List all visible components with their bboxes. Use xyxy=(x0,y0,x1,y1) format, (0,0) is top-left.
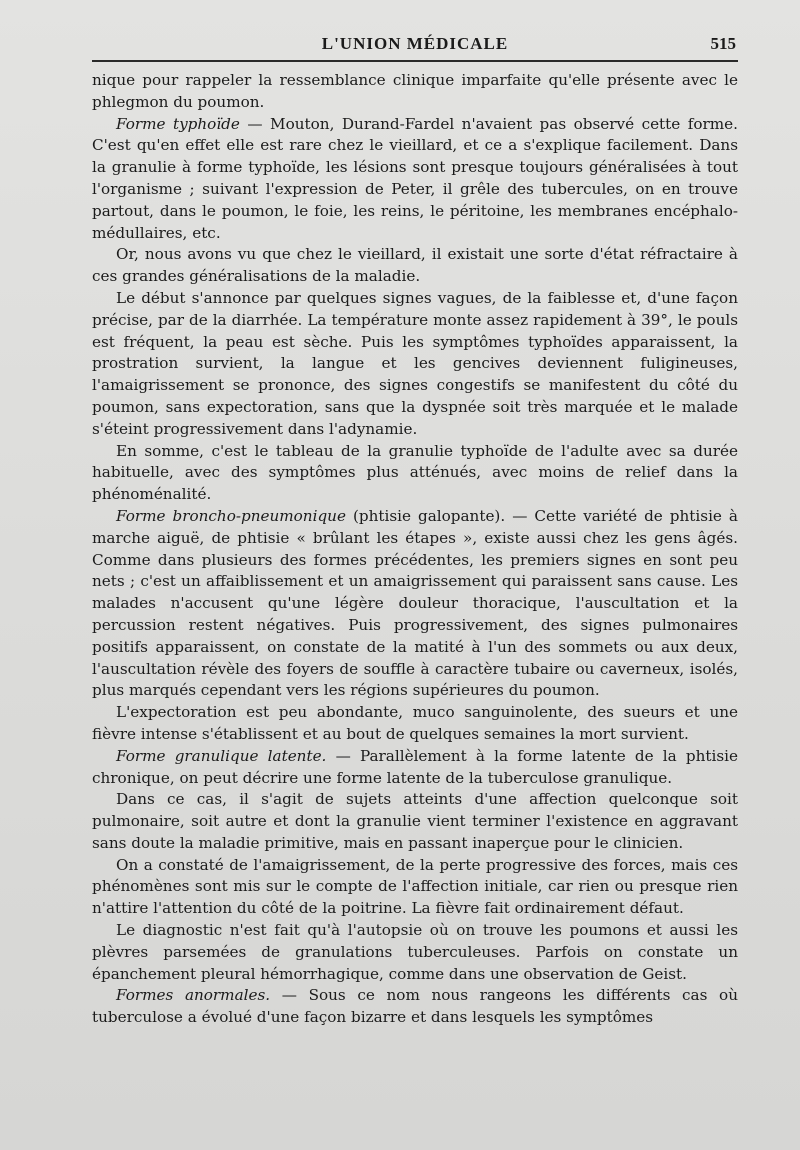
page-header xyxy=(92,30,738,62)
paragraph: Dans ce cas, il s'agit de sujets atteints d'une affection quelconque soit pulmonaire, soit autre et dont la granulie vient terminer l'existence en aggravant sans doute la maladie primitive, mais en passant inaperçue pour le clinicien. xyxy=(92,790,738,852)
paragraph-continuation: nique pour rappeler la ressemblance clinique imparfaite qu'elle présente avec le phlegmon du poumon. xyxy=(92,71,738,111)
page-number: 515 xyxy=(710,34,736,53)
paragraph-forme-broncho-pneumonique: Forme broncho-pneumonique (phtisie galopante). — Cette variété de phtisie à marche aiguë, de phtisie « brûlant les étapes », existe aussi chez les gens âgés. Comme dans plusieurs des formes précédentes, les premiers signes en sont peu nets ; c'est un affaiblissement et un amaigrissement qui paraissent sans cause. Les malades n'accusent qu'une légère douleur thoracique, l'auscultation et la percussion restent négatives. Puis progressivement, des signes pulmonaires positifs apparaissent, on constate de la matité à l'un des sommets ou aux deux, l'auscultation révèle des foyers de souffle à caractère tubaire ou caverneux, isolés, plus marqués cependant vers les régions supérieures du poumon. xyxy=(92,506,738,700)
paragraph: Le début s'annonce par quelques signes vagues, de la faiblesse et, d'une façon précise, par de la diarrhée. La température monte assez rapidement à 39°, le pouls est fréquent, la peau est sèche. Puis les symptômes typhoïdes apparaissent, la prostration survient, la langue et les gencives deviennent fuligineuses, l'amaigrissement se prononce, des signes congestifs se manifestent du côté du poumon, sans expectoration, sans que la dyspnée soit très marquée et le malade s'éteint progressivement dans l'adynamie. xyxy=(92,288,738,438)
section-heading-italic: Forme typhoïde xyxy=(116,114,240,133)
paragraph: On a constaté de l'amaigrissement, de la perte progressive des forces, mais ces phénomènes sont mis sur le compte de l'affection initiale, car rien ou presque rien n'attire l'attention du côté de la poitrine. La fièvre fait ordinairement défaut. xyxy=(92,855,738,918)
paragraph: Le diagnostic n'est fait qu'à l'autopsie où on trouve les poumons et aussi les plèvres parsemées de granulations tuberculeuses. Parfois on constate un épanchement pleural hémorrhagique, comme dans une observation de Geist. xyxy=(92,921,738,983)
section-heading-italic: Forme granulique latente. xyxy=(116,746,327,765)
paragraph: Or, nous avons vu que chez le vieillard, il existait une sorte d'état réfractaire à ces grandes généralisations de la maladie. xyxy=(92,245,738,286)
paragraph-forme-typhoide: Forme typhoïde — Mouton, Durand-Fardel n'avaient pas observé cette forme. C'est qu'en effet elle est rare chez le vieillard, et ce a s'explique facilement. Dans la granulie à forme typhoïde, les lésions sont presque toujours généralisées à tout l'organisme ; suivant l'expression de Peter, il grêle des tubercules, on en trouve partout, dans le poumon, le foie, les reins, le péritoine, les membranes encéphalo-médullaires, etc. xyxy=(92,114,738,242)
body-text xyxy=(92,70,738,1029)
section-heading-italic: Formes anormales. xyxy=(116,986,271,1005)
paragraph-forme-granulique-latente: Forme granulique latente. — Parallèlement à la forme latente de la phtisie chronique, on peut décrire une forme latente de la tuberculose granulique. xyxy=(92,746,738,787)
running-title: L'UNION MÉDICALE xyxy=(321,34,509,53)
paragraph: L'expectoration est peu abondante, muco sanguinolente, des sueurs et une fièvre intense s'établissent et au bout de quelques semaines la mort survient. xyxy=(92,703,738,743)
paragraph-formes-anormales: Formes anormales. — Sous ce nom nous rangeons les différents cas où tuberculose a évolué d'une façon bizarre et dans lesquels les symptômes xyxy=(92,986,738,1027)
section-heading-italic: Forme broncho-pneumonique xyxy=(116,506,346,525)
paragraph: En somme, c'est le tableau de la granulie typhoïde de l'adulte avec sa durée habituelle, avec des symptômes plus atténués, avec moins de relief dans la phénoménalité. xyxy=(92,441,738,504)
